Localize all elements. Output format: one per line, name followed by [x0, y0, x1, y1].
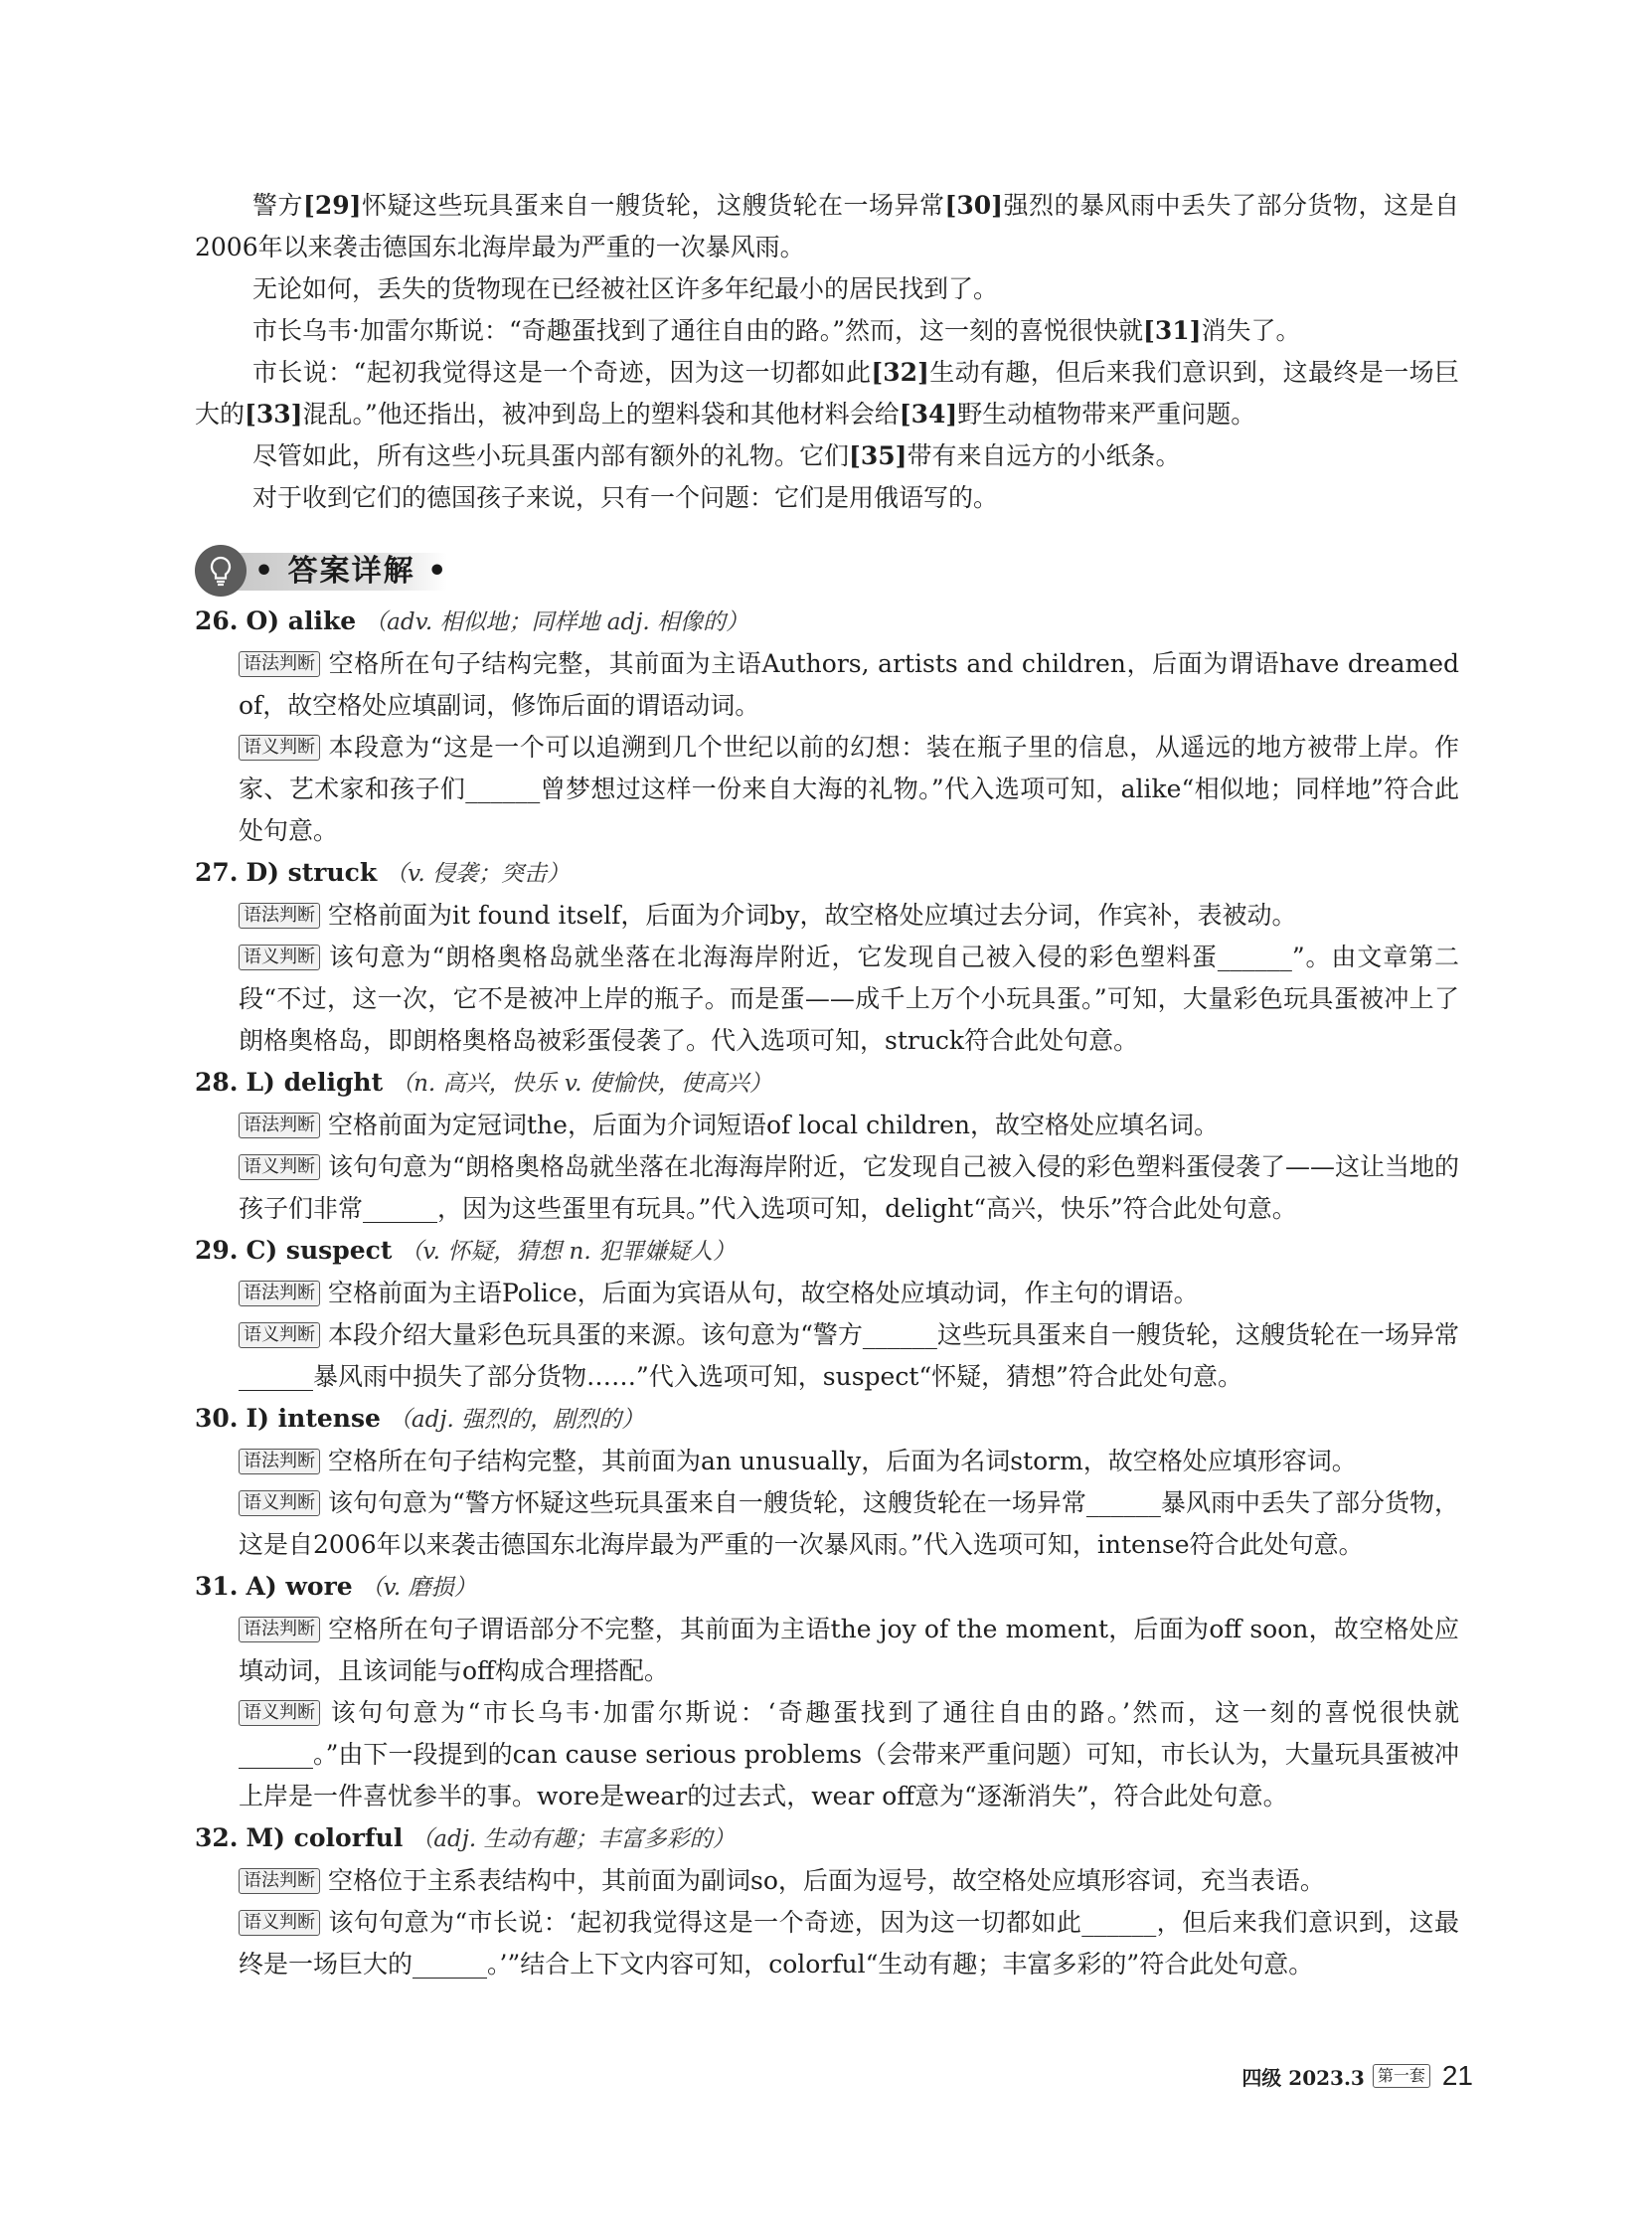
answer-list — [195, 601, 1459, 1985]
grammar-tag: 语法判断 — [239, 1868, 320, 1894]
blank-number: [35] — [849, 441, 908, 470]
answer-gloss: （adv. 相似地；同样地 adj. 相像的） — [364, 609, 748, 635]
answer-gloss: （adj. 生动有趣；丰富多彩的） — [411, 1826, 736, 1852]
semantic-explanation — [239, 1314, 1459, 1398]
answer-gloss: （adj. 强烈的，剧烈的） — [388, 1407, 645, 1433]
semantic-tag: 语义判断 — [239, 1700, 320, 1726]
translation-text: 警方 — [252, 191, 304, 220]
lightbulb-icon — [195, 545, 247, 597]
translation-text: 生动有趣，但后来我们意识到，这最终是一场巨大的 — [195, 358, 1459, 429]
answer-choice: A) wore — [246, 1572, 353, 1601]
answer-item — [195, 1398, 1459, 1566]
blank-number: [29] — [303, 191, 362, 220]
translation-text: 市长乌韦·加雷尔斯说：“奇趣蛋找到了通往自由的路。”然而，这一刻的喜悦很快就 — [252, 316, 1144, 345]
answer-item — [195, 601, 1459, 852]
question-number: 31. — [195, 1572, 239, 1601]
answer-gloss: （v. 侵袭；突击） — [385, 861, 571, 887]
blank-number: [34] — [899, 400, 958, 429]
set-badge: 第一套 — [1373, 2064, 1430, 2088]
answer-heading — [195, 1817, 1459, 1860]
translation-text: 混乱。”他还指出，被冲到岛上的塑料袋和其他材料会给 — [302, 400, 900, 429]
translation-text: 尽管如此，所有这些小玩具蛋内部有额外的礼物。它们 — [252, 441, 850, 470]
answer-gloss: （n. 高兴，快乐 v. 使愉快，使高兴） — [391, 1071, 772, 1097]
semantic-text: 该句句意为“朗格奥格岛就坐落在北海海岸附近，它发现自己被入侵的彩色塑料蛋侵袭了——这让当地的孩子们非常______，因为这些蛋里有玩具。”代入选项可知，delight“高兴，快乐”符合此处句意。 — [239, 1152, 1459, 1223]
grammar-explanation — [239, 1273, 1459, 1314]
grammar-text: 空格前面为定冠词the，后面为介词短语of local children，故空格处应填名词。 — [328, 1111, 1220, 1139]
blank-number: [31] — [1143, 316, 1202, 345]
question-number: 26. — [195, 606, 239, 635]
answer-section-header — [195, 545, 453, 597]
translation-paragraph — [195, 477, 1459, 519]
grammar-tag: 语法判断 — [239, 1281, 320, 1306]
translation-text: 市长说：“起初我觉得这是一个奇迹，因为这一切都如此 — [252, 358, 872, 387]
translation-text: 无论如何，丢失的货物现在已经被社区许多年纪最小的居民找到了。 — [252, 274, 999, 303]
translation-text: 带有来自远方的小纸条。 — [907, 441, 1181, 470]
section-title: • 答案详解 • — [254, 554, 449, 589]
translation-paragraph — [195, 268, 1459, 310]
translation-text: 野生动植物带来严重问题。 — [957, 400, 1256, 429]
answer-choice: O) alike — [246, 606, 357, 635]
grammar-explanation — [239, 1441, 1459, 1482]
answer-choice: C) suspect — [246, 1236, 393, 1265]
translation-paragraph — [195, 310, 1459, 352]
semantic-text: 该句意为“朗格奥格岛就坐落在北海海岸附近，它发现自己被入侵的彩色塑料蛋______”。由文章第二段“不过，这一次，它不是被冲上岸的瓶子。而是蛋——成千上万个小玩具蛋。”可知，大量彩色玩具蛋被冲上了朗格奥格岛，即朗格奥格岛被彩蛋侵袭了。代入选项可知，struck符合此处句意。 — [239, 943, 1459, 1055]
question-number: 27. — [195, 858, 239, 887]
semantic-text: 该句句意为“市长乌韦·加雷尔斯说：‘奇趣蛋找到了通往自由的路。’然而，这一刻的喜悦很快就______。”由下一段提到的can cause serious problems（会带来严重问题）可知，市长认为，大量玩具蛋被冲上岸是一件喜忧参半的事。wore是wear的过去式，wear off意为“逐渐消失”，符合此处句意。 — [239, 1698, 1459, 1810]
answer-choice: D) struck — [246, 858, 378, 887]
grammar-tag: 语法判断 — [239, 903, 320, 929]
translation-paragraph — [195, 352, 1459, 435]
translation-paragraph — [195, 185, 1459, 268]
answer-item — [195, 1230, 1459, 1398]
semantic-tag: 语义判断 — [239, 1490, 320, 1516]
answer-gloss: （v. 磨损） — [360, 1575, 477, 1601]
semantic-text: 本段意为“这是一个可以追溯到几个世纪以前的幻想：装在瓶子里的信息，从遥远的地方被带上岸。作家、艺术家和孩子们______曾梦想过这样一份来自大海的礼物。”代入选项可知，alike“相似地；同样地”符合此处句意。 — [239, 733, 1459, 845]
answer-gloss: （v. 怀疑，猜想 n. 犯罪嫌疑人） — [400, 1239, 736, 1265]
semantic-text: 该句句意为“市长说：‘起初我觉得这是一个奇迹，因为这一切都如此______，但后来我们意识到，这最终是一场巨大的______。’”结合上下文内容可知，colorful“生动有趣；丰富多彩的”符合此处句意。 — [239, 1908, 1459, 1979]
translation-section — [195, 185, 1459, 519]
answer-item — [195, 852, 1459, 1062]
semantic-explanation — [239, 1902, 1459, 1985]
page-number: 21 — [1441, 2060, 1473, 2091]
answer-item — [195, 1817, 1459, 1985]
grammar-text: 空格前面为it found itself，后面为介词by，故空格处应填过去分词，作宾补，表被动。 — [328, 901, 1297, 930]
translation-paragraph — [195, 435, 1459, 477]
semantic-explanation — [239, 1482, 1459, 1566]
semantic-explanation — [239, 1692, 1459, 1817]
grammar-explanation — [239, 895, 1459, 937]
semantic-explanation — [239, 1146, 1459, 1230]
translation-text: 对于收到它们的德国孩子来说，只有一个问题：它们是用俄语写的。 — [252, 483, 999, 512]
semantic-tag: 语义判断 — [239, 1322, 320, 1348]
answer-heading — [195, 1062, 1459, 1105]
answer-heading — [195, 1230, 1459, 1273]
translation-text: 强烈的暴风雨中丢失了部分货物，这是自2006年以来袭击德国东北海岸最为严重的一次暴风雨。 — [195, 191, 1459, 261]
answer-choice: L) delight — [246, 1068, 384, 1097]
semantic-explanation — [239, 727, 1459, 852]
grammar-text: 空格所在句子结构完整，其前面为主语Authors, artists and children，后面为谓语have dreamed of，故空格处应填副词，修饰后面的谓语动词。 — [239, 649, 1459, 720]
answer-choice: M) colorful — [246, 1823, 404, 1852]
grammar-explanation — [239, 1105, 1459, 1146]
semantic-text: 该句句意为“警方怀疑这些玩具蛋来自一艘货轮，这艘货轮在一场异常______暴风雨中丢失了部分货物，这是自2006年以来袭击德国东北海岸最为严重的一次暴风雨。”代入选项可知，intense符合此处句意。 — [239, 1488, 1459, 1559]
semantic-explanation — [239, 937, 1459, 1062]
semantic-text: 本段介绍大量彩色玩具蛋的来源。该句意为“警方______这些玩具蛋来自一艘货轮，这艘货轮在一场异常______暴风雨中损失了部分货物……”代入选项可知，suspect“怀疑，猜想”符合此处句意。 — [239, 1320, 1459, 1391]
grammar-tag: 语法判断 — [239, 1113, 320, 1138]
question-number: 29. — [195, 1236, 239, 1265]
issue-label: 四级 2023.3 — [1241, 2065, 1365, 2090]
translation-text: 怀疑这些玩具蛋来自一艘货轮，这艘货轮在一场异常 — [361, 191, 945, 220]
answer-heading — [195, 852, 1459, 895]
grammar-tag: 语法判断 — [239, 651, 320, 677]
answer-item — [195, 1566, 1459, 1817]
blank-number: [30] — [944, 191, 1003, 220]
answer-item — [195, 1062, 1459, 1230]
answer-heading — [195, 601, 1459, 643]
question-number: 28. — [195, 1068, 239, 1097]
grammar-tag: 语法判断 — [239, 1617, 320, 1642]
page-footer — [1241, 2056, 1473, 2096]
question-number: 30. — [195, 1404, 239, 1433]
blank-number: [32] — [871, 358, 929, 387]
semantic-tag: 语义判断 — [239, 1154, 320, 1180]
grammar-tag: 语法判断 — [239, 1449, 320, 1474]
answer-choice: I) intense — [246, 1404, 381, 1433]
grammar-explanation — [239, 1860, 1459, 1902]
blank-number: [33] — [245, 400, 303, 429]
grammar-text: 空格所在句子谓语部分不完整，其前面为主语the joy of the moment，后面为off soon，故空格处应填动词，且该词能与off构成合理搭配。 — [239, 1615, 1459, 1685]
translation-text: 消失了。 — [1201, 316, 1301, 345]
answer-heading — [195, 1566, 1459, 1609]
grammar-text: 空格所在句子结构完整，其前面为an unusually，后面为名词storm，故空格处应填形容词。 — [328, 1447, 1357, 1475]
answer-heading — [195, 1398, 1459, 1441]
semantic-tag: 语义判断 — [239, 945, 320, 970]
semantic-tag: 语义判断 — [239, 1910, 320, 1936]
grammar-text: 空格前面为主语Police，后面为宾语从句，故空格处应填动词，作主句的谓语。 — [328, 1279, 1199, 1307]
grammar-explanation — [239, 1609, 1459, 1692]
semantic-tag: 语义判断 — [239, 735, 320, 761]
grammar-explanation — [239, 643, 1459, 727]
question-number: 32. — [195, 1823, 239, 1852]
grammar-text: 空格位于主系表结构中，其前面为副词so，后面为逗号，故空格处应填形容词，充当表语。 — [328, 1866, 1325, 1895]
